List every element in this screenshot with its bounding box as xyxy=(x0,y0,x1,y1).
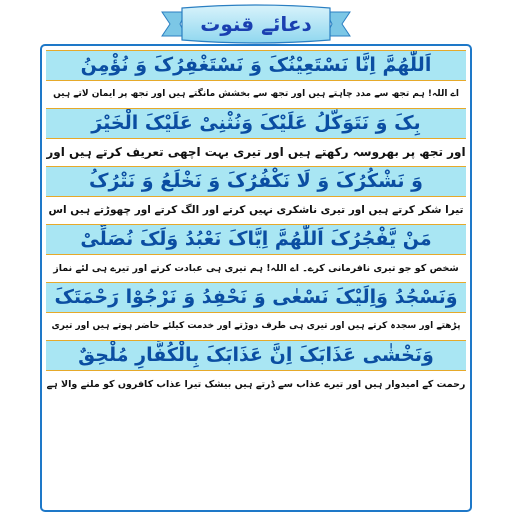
urdu-line-6: رحمت کے امیدوار ہیں اور تیرے عذاب سے ڈرتے ہیں بیشک تیرا عذاب کافروں کو ملنے والا ہے xyxy=(46,371,466,398)
arabic-line-6: وَنَخْشٰی عَذَابَکَ اِنَّ عَذَابَکَ بِالْکُفَّارِ مُلْحِقٌ xyxy=(46,340,466,371)
urdu-line-3: تیرا شکر کرتے ہیں اور تیری ناشکری نہیں کرتے اور الگ کرتے اور چھوڑتے ہیں اس xyxy=(46,197,466,224)
urdu-line-2: اور تجھ پر بھروسہ رکھتے ہیں اور تیری بہت اچھی تعریف کرتے ہیں اور xyxy=(46,139,466,166)
prayer-lines xyxy=(46,50,466,398)
arabic-line-3: وَ نَشْکُرُکَ وَ لَا نَکْفُرُکَ وَ نَخْلَعُ وَ نَتْرُکُ xyxy=(46,166,466,197)
arabic-line-4: مَنْ یَّفْجُرُکَ اَللّٰھُمَّ اِیَّاکَ نَعْبُدُ وَلَکَ نُصَلِّیْ xyxy=(46,224,466,255)
page-title: دعائے قنوت xyxy=(200,12,312,36)
urdu-line-5: پڑھتے اور سجدہ کرتے ہیں اور تیری ہی طرف دوڑتے اور خدمت کیلئے حاضر ہوتے ہیں اور تیری xyxy=(46,313,466,340)
prayer-panel xyxy=(40,44,472,512)
arabic-line-1: اَللّٰھُمَّ اِنَّا نَسْتَعِیْنُکَ وَ نَسْتَغْفِرُکَ وَ نُؤْمِنُ xyxy=(46,50,466,81)
urdu-line-4: شخص کو جو تیری نافرمانی کرے۔ اے اللہ! ہم تیری ہی عبادت کرتے اور تیرے ہی لئے نماز xyxy=(46,255,466,282)
title-banner xyxy=(158,4,354,44)
arabic-line-5: وَنَسْجُدُ وَاِلَیْکَ نَسْعٰی وَ نَحْفِدُ وَ نَرْجُوْا رَحْمَتَکَ xyxy=(46,282,466,313)
urdu-line-1: اے اللہ! ہم تجھ سے مدد چاہتے ہیں اور تجھ سے بخشش مانگتے ہیں اور تجھ پر ایمان لاتے ہیں xyxy=(46,81,466,108)
arabic-line-2: بِکَ وَ نَتَوَکَّلُ عَلَیْکَ وَنُثْنِیْ عَلَیْکَ الْخَیْرَ xyxy=(46,108,466,139)
